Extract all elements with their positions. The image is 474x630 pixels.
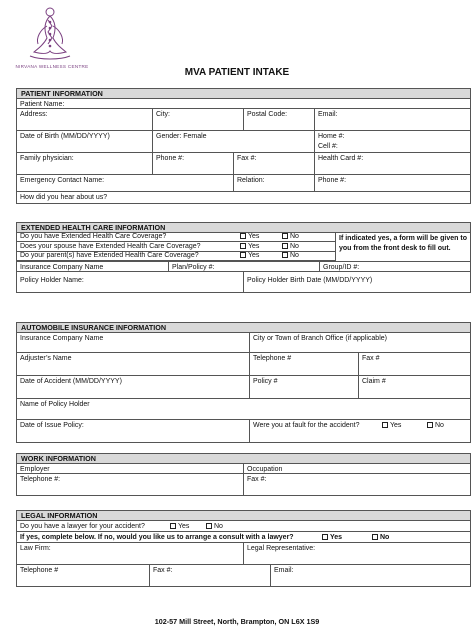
- cell-phone-label: Cell #:: [318, 143, 338, 150]
- auto-fax-field[interactable]: Fax #: [358, 353, 470, 375]
- coverage-q2-no[interactable]: No: [279, 242, 329, 251]
- accident-row: [17, 376, 470, 399]
- group-id-field[interactable]: Group/ID #:: [319, 262, 470, 271]
- fault-yes-checkbox[interactable]: Yes: [379, 420, 424, 442]
- coverage-q2-label: Does your spouse have Extended Health Care Coverage?: [20, 243, 201, 250]
- section-header: PATIENT INFORMATION: [17, 89, 470, 99]
- claim-field[interactable]: Claim #: [358, 376, 470, 398]
- patient-name-row: [17, 99, 470, 109]
- section-header: EXTENDED HEALTH CARE INFORMATION: [17, 223, 470, 233]
- coverage-q1-row: [17, 233, 335, 242]
- name-of-policy-holder-field[interactable]: Name of Policy Holder: [20, 401, 90, 408]
- lawyer-no-checkbox[interactable]: No: [203, 521, 243, 531]
- policy-holder-row: [17, 271, 470, 293]
- coverage-q1-no[interactable]: No: [279, 233, 329, 241]
- policy-holder-field[interactable]: Policy Holder Name:: [20, 277, 84, 284]
- work-telephone-row: [17, 474, 470, 496]
- patient-name-field[interactable]: Patient Name:: [20, 101, 65, 108]
- lawyer-question-label: Do you have a lawyer for your accident?: [20, 523, 145, 530]
- emergency-row: [17, 175, 470, 192]
- emergency-phone-field[interactable]: Phone #:: [314, 175, 470, 191]
- consult-no-checkbox[interactable]: No: [369, 532, 470, 542]
- checkbox-icon: [322, 534, 328, 540]
- accident-date-field[interactable]: Date of Accident (MM/DD/YYYY): [20, 378, 122, 385]
- automobile-insurance-section: [16, 322, 471, 443]
- checkbox-icon: [372, 534, 378, 540]
- auto-policy-field[interactable]: Policy #: [249, 376, 358, 398]
- checkbox-icon: [282, 233, 288, 239]
- insurance-company-field[interactable]: Insurance Company Name: [20, 264, 104, 271]
- plan-policy-field[interactable]: Plan/Policy #:: [168, 262, 319, 271]
- relation-field[interactable]: Relation:: [233, 175, 314, 191]
- lawyer-question-row: [17, 521, 470, 532]
- employer-field[interactable]: Employer: [20, 466, 50, 473]
- city-field[interactable]: City:: [152, 109, 243, 130]
- coverage-q2-yes[interactable]: Yes: [237, 242, 283, 251]
- consult-question-row: [17, 532, 470, 543]
- policy-holder-dob-field[interactable]: Policy Holder Birth Date (MM/DD/YYYY): [243, 272, 470, 292]
- coverage-q2-row: [17, 242, 335, 252]
- family-physician-field[interactable]: Family physician:: [20, 155, 74, 162]
- physician-row: [17, 153, 470, 175]
- coverage-q3-row: [17, 252, 335, 261]
- occupation-field[interactable]: Occupation: [243, 464, 470, 473]
- issue-date-field[interactable]: Date of Issue Policy:: [20, 422, 84, 429]
- law-firm-field[interactable]: Law Firm:: [20, 545, 51, 552]
- health-card-field[interactable]: Health Card #:: [314, 153, 470, 174]
- work-fax-field[interactable]: Fax #:: [243, 474, 470, 495]
- coverage-note: If indicated yes, a form will be given to you from the front desk to fill out.: [335, 233, 470, 270]
- coverage-q3-yes[interactable]: Yes: [237, 252, 283, 260]
- phone-field[interactable]: Phone #:: [152, 153, 233, 174]
- auto-company-row: [17, 333, 470, 353]
- auto-telephone-field[interactable]: Telephone #: [249, 353, 358, 375]
- dob-field[interactable]: Date of Birth (MM/DD/YYYY): [20, 133, 110, 140]
- checkbox-icon: [170, 523, 176, 529]
- auto-insurance-company-field[interactable]: Insurance Company Name: [20, 335, 104, 342]
- consult-question-label: If yes, complete below. If no, would you like us to arrange a consult with a lawyer?: [20, 534, 294, 541]
- adjuster-name-field[interactable]: Adjuster’s Name: [20, 355, 72, 362]
- home-phone-label: Home #:: [318, 133, 345, 140]
- address-row: [17, 109, 470, 131]
- emergency-contact-field[interactable]: Emergency Contact Name:: [20, 177, 105, 184]
- insurance-company-row: [17, 261, 470, 271]
- section-header: WORK INFORMATION: [17, 454, 470, 464]
- checkbox-icon: [282, 252, 288, 258]
- branch-office-field[interactable]: City or Town of Branch Office (if applicable): [249, 333, 470, 352]
- coverage-q1-label: Do you have Extended Health Care Coverage?: [20, 233, 167, 240]
- issue-row: [17, 420, 470, 443]
- extended-health-section: [16, 222, 471, 293]
- postal-code-field[interactable]: Postal Code:: [243, 109, 314, 130]
- fault-label: Were you at fault for the accident?: [249, 420, 379, 442]
- how-heard-field[interactable]: How did you hear about us?: [20, 194, 108, 201]
- fax-field[interactable]: Fax #:: [233, 153, 314, 174]
- legal-fax-field[interactable]: Fax #:: [149, 565, 270, 586]
- email-field[interactable]: Email:: [314, 109, 470, 130]
- coverage-questions: [17, 233, 470, 261]
- page-title: MVA PATIENT INTAKE: [184, 67, 290, 78]
- address-field[interactable]: Address:: [20, 111, 48, 118]
- coverage-q3-no[interactable]: No: [279, 252, 329, 260]
- section-header: AUTOMOBILE INSURANCE INFORMATION: [17, 323, 470, 333]
- checkbox-icon: [240, 243, 246, 249]
- fault-no-checkbox[interactable]: No: [424, 420, 470, 442]
- legal-information-section: [16, 510, 471, 587]
- checkbox-icon: [206, 523, 212, 529]
- lawyer-yes-checkbox[interactable]: Yes: [167, 521, 205, 531]
- referral-row: [17, 192, 470, 204]
- checkbox-icon: [382, 422, 388, 428]
- law-firm-row: [17, 543, 470, 565]
- checkbox-icon: [282, 243, 288, 249]
- coverage-question-list: [17, 233, 335, 261]
- legal-contact-row: [17, 565, 470, 587]
- legal-telephone-field[interactable]: Telephone #: [20, 567, 59, 574]
- legal-representative-field[interactable]: Legal Representative:: [243, 543, 470, 564]
- logo-text: NIRVANA WELLNESS CENTRE: [15, 64, 89, 69]
- policy-holder-name-row: [17, 399, 470, 420]
- section-header: LEGAL INFORMATION: [17, 511, 470, 521]
- checkbox-icon: [240, 252, 246, 258]
- dob-row: [17, 131, 470, 153]
- gender-field[interactable]: Gender: Female: [152, 131, 314, 152]
- coverage-q1-yes[interactable]: Yes: [237, 233, 283, 241]
- consult-yes-checkbox[interactable]: Yes: [319, 532, 369, 542]
- coverage-q3-label: Do your parent(s) have Extended Health Care Coverage?: [20, 252, 199, 259]
- footer-address: 102-57 Mill Street, North, Brampton, ON L6X 1S9: [154, 617, 320, 626]
- work-telephone-field[interactable]: Telephone #:: [20, 476, 61, 483]
- adjuster-row: [17, 353, 470, 376]
- legal-email-field[interactable]: Email:: [270, 565, 470, 586]
- employer-row: [17, 464, 470, 474]
- work-information-section: [16, 453, 471, 496]
- home-cell-field[interactable]: [314, 131, 470, 152]
- checkbox-icon: [427, 422, 433, 428]
- checkbox-icon: [240, 233, 246, 239]
- patient-information-section: [16, 88, 471, 204]
